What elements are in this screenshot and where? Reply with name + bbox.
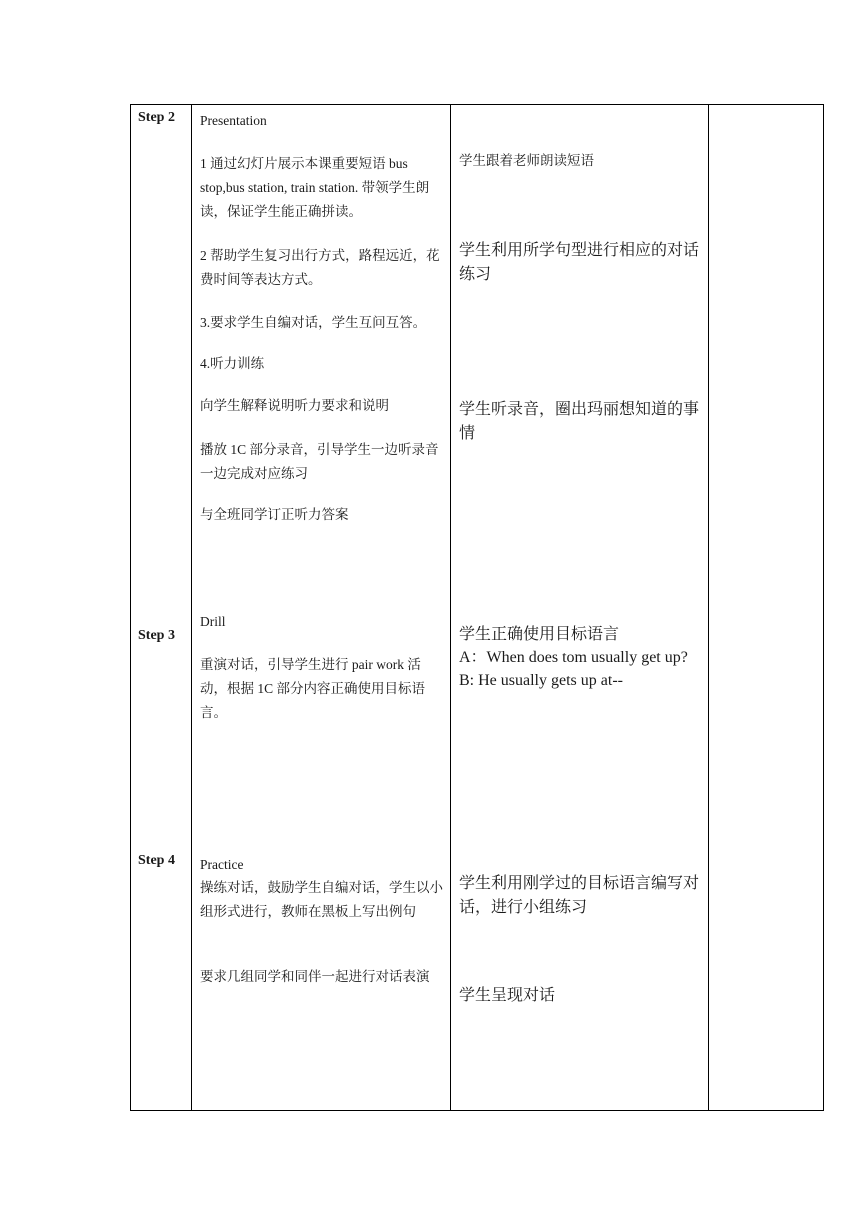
teacher-paragraph: 与全班同学订正听力答案 — [200, 507, 349, 522]
teacher-paragraph: 3.要求学生自编对话，学生互问互答。 — [200, 315, 427, 330]
step-label: Step 4 — [138, 853, 175, 868]
student-activity: 学生正确使用目标语言 — [459, 626, 620, 643]
teacher-paragraph: 操练对话，鼓励学生自编对话，学生以小组形式进行，教师在黑板上写出例句 — [200, 880, 443, 919]
teacher-paragraph: 向学生解释说明听力要求和说明 — [200, 398, 389, 413]
section-heading: Presentation — [200, 113, 267, 128]
dialogue-line: B: He usually gets up at-- — [459, 672, 623, 689]
teacher-paragraph: 播放 1C 部分录音，引导学生一边听录音一边完成对应练习 — [200, 442, 439, 481]
table-row — [131, 105, 824, 1111]
student-activity: 学生听录音，圈出玛丽想知道的事情 — [459, 401, 700, 442]
teacher-paragraph: 要求几组同学和同伴一起进行对话表演 — [200, 969, 430, 984]
lesson-plan-table — [130, 104, 824, 1111]
section-heading: Drill — [200, 614, 226, 629]
teacher-paragraph: 1 通过幻灯片展示本课重要短语 bus stop,bus station, train station. 带领学生朗读，保证学生能正确拼读。 — [200, 156, 430, 219]
section-heading: Practice — [200, 857, 244, 872]
student-activity: 学生呈现对话 — [459, 987, 556, 1004]
teacher-paragraph: 重演对话，引导学生进行 pair work 活动，根据 1C 部分内容正确使用目标语言。 — [200, 657, 426, 720]
notes-column — [709, 105, 824, 1111]
student-activity-column — [451, 105, 709, 1111]
teacher-activity-column — [192, 105, 451, 1111]
teacher-paragraph: 2 帮助学生复习出行方式，路程远近，花费时间等表达方式。 — [200, 248, 440, 287]
student-activity: 学生跟着老师朗读短语 — [459, 153, 594, 168]
step-label: Step 3 — [138, 628, 175, 643]
step-column — [131, 105, 192, 1111]
student-activity: 学生利用所学句型进行相应的对话练习 — [459, 242, 700, 283]
dialogue-line: A：When does tom usually get up? — [459, 649, 688, 666]
step-label: Step 2 — [138, 110, 175, 125]
student-activity: 学生利用刚学过的目标语言编写对话，进行小组练习 — [459, 875, 700, 916]
teacher-paragraph: 4.听力训练 — [200, 356, 265, 371]
